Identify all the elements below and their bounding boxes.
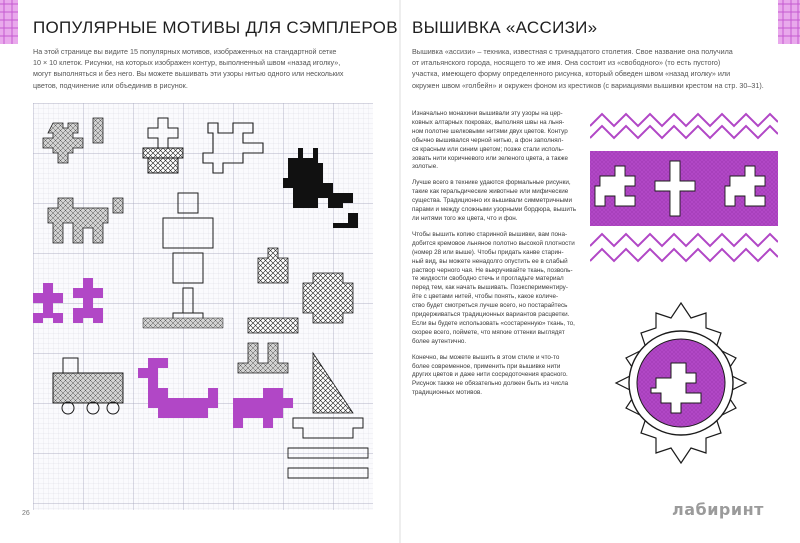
line: Рисунок также не обязательно должен быть из числа bbox=[412, 380, 569, 388]
corner-pattern-left-icon bbox=[0, 0, 18, 44]
right-intro-line: участка, имеющего форму определенного рисунка, который обведен швом «назад иголку» или bbox=[412, 69, 731, 79]
left-page-title: ПОПУЛЯРНЫЕ МОТИВЫ ДЛЯ СЭМПЛЕРОВ bbox=[33, 18, 398, 37]
assisi-border-panel bbox=[590, 106, 778, 286]
line: золотые. bbox=[412, 163, 438, 171]
right-intro-line: от итальянского города, носящего то же имя. Она состоит из «свободного» (то есть пустого) bbox=[412, 58, 721, 68]
corner-pattern-right-icon bbox=[778, 0, 800, 44]
labyrinth-watermark: лабиринт bbox=[672, 500, 764, 519]
line: придерживаться традиционных вариантов расцветки. bbox=[412, 311, 570, 319]
line: ный вид, вы можете ненадолго опустить ее в слабый bbox=[412, 257, 568, 265]
line: более современное, применить при вышивке нити bbox=[412, 362, 561, 370]
right-intro bbox=[412, 46, 782, 91]
paragraph bbox=[412, 110, 580, 172]
line: Лучше всего в технике удаются формальные рисунки, bbox=[412, 179, 571, 187]
line: ном полотне шелковыми нитями двух цветов. Контур bbox=[412, 127, 568, 135]
line: те жидкости свободно стечь и прогладьте материал bbox=[412, 275, 564, 283]
left-intro-line: цветов, подчинение или объединив в рисунок. bbox=[33, 80, 188, 90]
line: (номер 28 или выше). Чтобы придать канве старин- bbox=[412, 248, 564, 256]
right-body bbox=[412, 110, 580, 405]
line: зовать нити коричневого или зеленого цвета, а также bbox=[412, 154, 568, 162]
line: ся красным или синим цветом; позже стали исполь- bbox=[412, 145, 564, 153]
line: ство будет смотреться лучше всего, но постарайтесь bbox=[412, 302, 568, 310]
line: такие как геральдические животные или мифические bbox=[412, 188, 569, 196]
paragraph bbox=[412, 231, 580, 347]
paragraph bbox=[412, 354, 580, 399]
right-page-title: ВЫШИВКА «АССИЗИ» bbox=[412, 18, 598, 37]
line: других цветов и даже нити сосредоточения красного. bbox=[412, 371, 568, 379]
line: более аутентично. bbox=[412, 337, 467, 345]
left-intro-line: На этой странице вы видите 15 популярных мотивов, изображенных на стандартной сетке bbox=[33, 47, 337, 56]
line: традиционных мотивов. bbox=[412, 389, 483, 397]
line: парами и между сложными узорными бордюра, вышить bbox=[412, 206, 576, 214]
assisi-medallion bbox=[596, 298, 766, 468]
line: ли нитями того же цвета, что и фон. bbox=[412, 214, 518, 222]
line: ковных алтарных покровах, выполняя швы на льня- bbox=[412, 118, 565, 126]
page-number: 26 bbox=[22, 510, 30, 517]
page-gutter bbox=[399, 0, 401, 543]
right-intro-line: Вышивка «ассизи» – техника, известная с тринадцатого столетия. Свое название она получила bbox=[412, 47, 733, 56]
line: йте с цветами нитей, чтобы понять, какое количе- bbox=[412, 293, 559, 301]
line: добится кремовое льняное полотно высокой плотности bbox=[412, 239, 575, 247]
line: Изначально монахини вышивали эту узоры на цер- bbox=[412, 110, 563, 117]
left-intro bbox=[33, 46, 383, 91]
line: скорее всего, поймете, что мягкие оттенки выглядят bbox=[412, 328, 565, 336]
paragraph bbox=[412, 179, 580, 224]
left-intro-line: могут выполняться и без него. Вы можете вышивать эти узоры нитью одного или нескольких bbox=[33, 69, 344, 79]
line: Конечно, вы можете вышить в этом стиле и что-то bbox=[412, 353, 560, 361]
line: раствор черного чая. Не выкручивайте ткань, позволь- bbox=[412, 266, 573, 274]
line: обычно вышивался черной нитью, а фон заполнял- bbox=[412, 136, 564, 144]
line: существа. Традиционно их вышивали симметричными bbox=[412, 197, 572, 205]
motif-chart-grid bbox=[33, 103, 373, 510]
line: Если вы будете использовать «состаренную» ткань, то, bbox=[412, 319, 575, 327]
line: перед тем, как начать вышивать. Поэкспериментиру- bbox=[412, 284, 568, 292]
grass-motif-icon bbox=[143, 318, 223, 328]
line: Чтобы вышить копию старинной вышивки, вам пона- bbox=[412, 230, 568, 238]
right-intro-line: окружен швом «голбейн» и окружен фоном из крестиков (с вариациями вышивки крестом на стр. 30–31). bbox=[412, 80, 764, 90]
left-intro-line: 10 × 10 клеток. Рисунки, на которых изображен контур, выполненный швом «назад иголку», bbox=[33, 58, 341, 68]
